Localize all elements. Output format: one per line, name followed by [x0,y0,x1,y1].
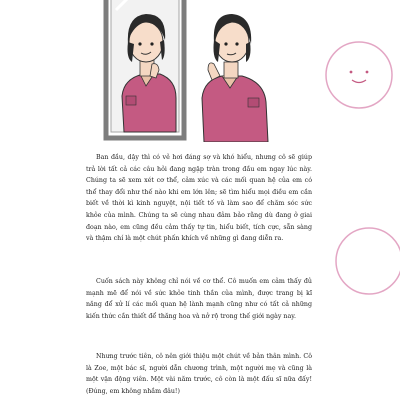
smiley-circle-top [324,40,394,110]
smiley-circle-bottom [334,226,400,296]
intro-paragraph: Ban đầu, dậy thì có vẻ hơi đáng sợ và khó hiểu, nhưng cô sẽ giúp trả lời tất cả các câu hỏi đang ngập tràn trong đầu em ngay lúc này. Chúng ta sẽ xem xét cơ thể, cảm xúc và các mối quan hệ của em có thể thay đổi như thế nào khi em lớn lên; sẽ tìm hiểu mọi điều em cần biết về thời kì kinh nguyệt, nội tiết tố và làm sao để chăm sóc sức khỏe của mình. Chúng ta sẽ cùng nhau đảm bảo rằng dù đang ở giai đoạn nào, em cũng đều cảm thấy tự tin, hiểu biết, tích cực, sẵn sàng và thậm chí là một chút phấn khích về những gì đang diễn ra. [86,154,312,243]
body-paragraph: Cuốn sách này không chỉ nói về cơ thể. Cô muốn em cảm thấy đủ mạnh mẽ để nói về sức khỏe tinh thần của mình, được trang bị kĩ năng để xử lí các mối quan hệ lành mạnh cũng như có tất cả những kiến thức cần thiết để thăng hoa và nở rộ trong thế giới ngày nay. [86,278,312,320]
girl-mirror-illustration [96,0,286,142]
author-intro-paragraph: Nhưng trước tiên, cô nên giới thiệu một chút về bản thân mình. Cô là Zoe, một bác sĩ, người dẫn chương trình, một người mẹ và cũng là một vận động viên. Một vài năm trước, cô còn là một đấu sĩ nữa đấy! (Đúng, em không nhầm đâu!) [86,353,312,395]
girl-figure [202,14,268,142]
